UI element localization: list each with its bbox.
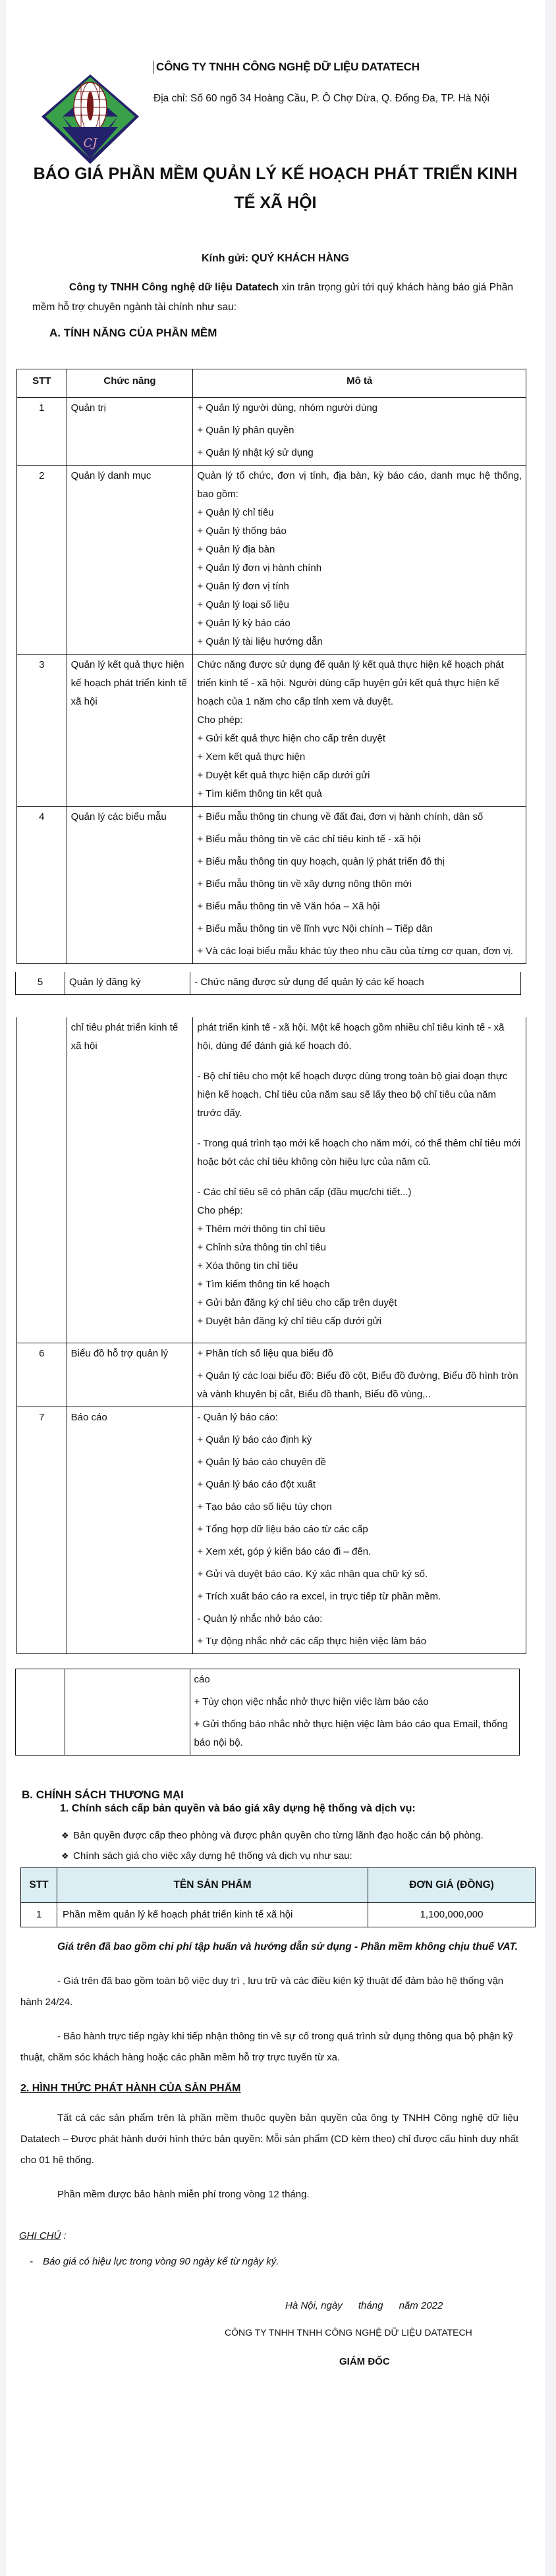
signature-company: CÔNG TY TNHH TNHH CÔNG NGHỆ DỮ LIỆU DATATECH <box>225 2327 472 2338</box>
diamond-bullet-icon: ❖ <box>61 1831 69 1840</box>
desc-line: + Quản lý tài liệu hướng dẫn <box>197 636 323 647</box>
row-function: Quản lý đăng ký <box>65 972 190 995</box>
table-row <box>17 807 526 964</box>
desc-line: + Quản lý phân quyền <box>197 425 294 436</box>
row-description <box>193 1407 526 1654</box>
warranty-paragraph: - Bảo hành trực tiếp ngày khi tiếp nhận thông tin về sự cố trong quá trình sử dụng thông qua bộ phận kỹ thuật, chăm sóc khách hàng hoặc các phần mềm hỗ trợ trực tuyến từ xa. <box>20 2031 513 2063</box>
row-description <box>193 1017 526 1343</box>
desc-line: + Quản lý người dùng, nhóm người dùng <box>197 402 378 414</box>
desc-line: + Quản lý báo cáo đột xuất <box>197 1479 316 1490</box>
desc-line: + Duyệt kết quả thực hiện cấp dưới gửi <box>197 770 370 781</box>
desc-line: + Quản lý loại số liệu <box>197 599 289 610</box>
intro-paragraph <box>32 278 513 317</box>
row-description <box>193 466 526 655</box>
features-table-fragment <box>15 972 521 995</box>
row-description <box>193 398 526 466</box>
svg-text:CJ: CJ <box>83 136 97 150</box>
diamond-bullet-icon: ❖ <box>61 1851 69 1861</box>
desc-line: + Gửi thống báo nhắc nhở thực hiện việc làm báo cáo qua Email, thống báo nội bộ. <box>194 1719 509 1748</box>
desc-line: + Biểu mẫu thông tin về Văn hóa – Xã hội <box>197 901 380 912</box>
table-row <box>17 1407 526 1654</box>
header-function: Chức năng <box>67 369 193 398</box>
header-stt: STT <box>17 369 67 398</box>
desc-line: - Các chỉ tiêu sẽ có phân cấp (đầu mục/chi tiết...) <box>197 1187 412 1198</box>
desc-line: + Biểu mẫu thông tin về các chỉ tiêu kinh tế - xã hội <box>197 834 421 845</box>
desc-line: + Tự động nhắc nhở các cấp thực hiện việc làm báo <box>197 1636 427 1647</box>
intro-company: Công ty TNHH Công nghệ dữ liệu Datatech <box>69 282 279 293</box>
desc-line: + Quản lý thống báo <box>197 525 287 537</box>
desc-line: + Gửi và duyệt báo cáo. Ký xác nhận qua chữ ký số. <box>197 1569 428 1580</box>
header-description: Mô tả <box>193 369 526 398</box>
company-name: CÔNG TY TNHH CÔNG NGHỆ DỮ LIỆU DATATECH <box>153 61 420 74</box>
row-stt: 6 <box>17 1343 67 1407</box>
desc-line: + Chỉnh sửa thông tin chỉ tiêu <box>197 1242 326 1253</box>
document-title: BÁO GIÁ PHẦN MỀM QUẢN LÝ KẾ HOẠCH PHÁT TRIỂN KINH TẾ XÃ HỘI <box>33 165 518 212</box>
date-year: năm 2022 <box>399 2300 443 2311</box>
desc-line: cáo <box>194 1674 210 1685</box>
signature-title: GIÁM ĐỐC <box>339 2356 390 2367</box>
row-function: Biểu đồ hỗ trợ quản lý <box>67 1343 193 1407</box>
desc-line: Chức năng được sử dụng để quản lý kết quả thực hiện kế hoạch phát triển kinh tế - xã hội. Người dùng cấp huyện gửi kết quả thực hiện kế hoạch của 1 năm cho cấp tỉnh xem và duyệt. <box>197 659 504 707</box>
note-item: - Báo giá có hiệu lực trong vòng 90 ngày kể từ ngày ký. <box>30 2256 279 2267</box>
row-stt: 2 <box>17 466 67 655</box>
signature-date <box>6 2300 545 2311</box>
list-item <box>61 1825 525 1846</box>
note-text: Báo giá có hiệu lực trong vòng 90 ngày kể từ ngày ký. <box>43 2256 279 2267</box>
row-function: Quản lý các biểu mẫu <box>67 807 193 964</box>
table-row <box>17 398 526 466</box>
table-row <box>17 1343 526 1407</box>
notes-label <box>19 2230 545 2241</box>
desc-line: + Biểu mẫu thông tin về lĩnh vực Nội chính – Tiếp dân <box>197 923 433 934</box>
date-day: Hà Nội, ngày <box>285 2300 343 2311</box>
policy-bullets <box>61 1825 525 1866</box>
desc-line: + Phân tích số liệu qua biểu đồ <box>197 1348 333 1359</box>
desc-line: Quản lý tổ chức, đơn vị tính, địa bàn, kỳ báo cáo, danh mục hệ thống, bao gồm: <box>197 470 522 500</box>
desc-line: - Trong quá trình tạo mới kế hoạch cho năm mới, có thể thêm chỉ tiêu mới hoặc bớt các chỉ tiêu không còn hiệu lực của năm cũ. <box>197 1138 520 1167</box>
row-description <box>193 1343 526 1407</box>
desc-line: + Quản lý kỳ báo cáo <box>197 618 291 629</box>
notes-label-text: GHI CHÚ <box>19 2230 61 2241</box>
section-a-heading: A. TÍNH NĂNG CỦA PHẦN MỀM <box>49 327 217 339</box>
desc-line: + Biểu mẫu thông tin về xây dựng nông thôn mới <box>197 878 412 890</box>
datatech-logo-icon <box>40 46 140 192</box>
row-stt: 5 <box>16 972 65 995</box>
row-stt-empty <box>17 1017 67 1343</box>
intro-text: xin trân trọng gửi tới quý khách hàng báo giá Phần mềm hỗ trợ chuyên ngành tài chính như sau: <box>32 282 513 313</box>
date-month: tháng <box>358 2300 383 2311</box>
desc-line: + Quản lý các loại biểu đồ: Biểu đồ cột, Biểu đồ đường, Biểu đồ hình tròn và vành khuyên bị cắt, Biểu đồ thanh, Biểu đồ vùng,.. <box>197 1370 518 1400</box>
row-description <box>190 1669 519 1756</box>
desc-line: + Quản lý địa bàn <box>197 544 275 555</box>
desc-line: - Bộ chỉ tiêu cho một kế hoạch được dùng trong toàn bộ giai đoạn thực hiện kế hoạch. Chỉ tiêu của năm sau sẽ lấy theo bộ chỉ tiêu của năm trước đấy. <box>197 1071 508 1119</box>
desc-line: + Tìm kiếm thông tin kế hoạch <box>197 1279 330 1290</box>
row-function: Quản lý danh mục <box>67 466 193 655</box>
desc-line: + Biểu mẫu thông tin quy hoạch, quản lý phát triển đô thị <box>197 856 445 867</box>
release-paragraph: Tất cả các sản phẩm trên là phần mềm thuộc quyền bản quyền của ông ty TNHH Công nghệ dữ liệu Datatech – Được phát hành dưới hình thức bản quyền: Mỗi sản phẩm (CD kèm theo) chỉ được cấu hình duy nhất cho 01 hệ thống. <box>20 2112 518 2166</box>
row-function-empty <box>65 1669 190 1756</box>
desc-line: + Duyệt bản đăng ký chỉ tiêu cấp dưới gửi <box>197 1316 381 1327</box>
desc-line: + Quản lý báo cáo chuyên đề <box>197 1457 326 1468</box>
header-stt: STT <box>21 1868 57 1903</box>
price-note: Giá trên đã bao gồm chi phí tập huấn và hướng dẫn sử dụng - Phần mềm không chịu thuế VAT. <box>57 1941 518 1952</box>
row-stt: 3 <box>17 655 67 807</box>
row-function: chỉ tiêu phát triển kinh tế xã hội <box>67 1017 193 1343</box>
desc-line: + Quản lý báo cáo định kỳ <box>197 1434 312 1445</box>
row-description <box>193 655 526 807</box>
document-page <box>6 0 545 2576</box>
desc-line: + Gửi bản đăng ký chỉ tiêu cho cấp trên duyệt <box>197 1297 397 1308</box>
desc-line: + Tổng hợp dữ liệu báo cáo từ các cấp <box>197 1524 368 1535</box>
free-warranty-paragraph: Phần mềm được bảo hành miễn phí trong vòng 12 tháng. <box>57 2189 310 2200</box>
features-table-continued-2 <box>15 1669 520 1756</box>
desc-line: + Gửi kết quả thực hiện cho cấp trên duyệt <box>197 733 385 744</box>
desc-line: + Xem xét, góp ý kiến báo cáo đi – đến. <box>197 1546 372 1557</box>
maintenance-paragraph: - Giá trên đã bao gồm toàn bộ việc duy trì , lưu trữ và các điều kiện kỹ thuật để đảm bảo hệ thống vận hành 24/24. <box>20 1975 504 2008</box>
release-form-heading: 2. HÌNH THỨC PHÁT HÀNH CỦA SẢN PHẨM <box>20 2083 241 2094</box>
desc-line: + Tùy chọn việc nhắc nhở thực hiện việc làm báo cáo <box>194 1696 429 1707</box>
bullet-text: Bản quyền được cấp theo phòng và được phân quyền cho từng lãnh đạo hoặc cán bộ phòng. <box>73 1830 484 1841</box>
section-b-heading: B. CHÍNH SÁCH THƯƠNG MẠI <box>22 1788 184 1801</box>
table-row <box>17 466 526 655</box>
license-policy-heading: 1. Chính sách cấp bản quyền và báo giá xây dựng hệ thống và dịch vụ: <box>60 1803 416 1814</box>
features-table-continued <box>16 1017 526 1654</box>
row-stt: 4 <box>17 807 67 964</box>
row-stt-empty <box>16 1669 65 1756</box>
desc-line: Cho phép: <box>197 714 243 726</box>
desc-line: + Tạo báo cáo số liệu tùy chọn <box>197 1501 332 1513</box>
price-row-price: 1,100,000,000 <box>368 1903 536 1927</box>
price-row-name: Phần mềm quản lý kế hoạch phát triển kinh tế xã hội <box>57 1903 368 1927</box>
table-row <box>16 972 521 995</box>
row-function: Quản lý kết quả thực hiện kế hoạch phát triển kinh tế xã hội <box>67 655 193 807</box>
desc-line: Cho phép: <box>197 1205 243 1216</box>
row-stt: 1 <box>17 398 67 466</box>
company-address: Địa chỉ: Số 60 ngõ 34 Hoàng Cầu, P. Ô Chợ Dừa, Q. Đống Đa, TP. Hà Nội <box>153 93 489 104</box>
table-row <box>17 655 526 807</box>
desc-line: - Quản lý báo cáo: <box>197 1412 278 1423</box>
row-stt: 7 <box>17 1407 67 1654</box>
header-unit-price: ĐƠN GIÁ (ĐỒNG) <box>368 1868 536 1903</box>
row-description: - Chức năng được sử dụng để quản lý các kế hoạch <box>190 972 521 995</box>
table-row <box>16 1669 520 1756</box>
row-function: Quản trị <box>67 398 193 466</box>
desc-line: + Quản lý đơn vị hành chính <box>197 562 322 574</box>
features-header-row <box>17 369 526 398</box>
features-table <box>16 369 526 964</box>
price-row-stt: 1 <box>21 1903 57 1927</box>
desc-line: + Xem kết quả thực hiện <box>197 751 306 763</box>
table-row <box>21 1903 536 1927</box>
desc-line: + Và các loại biểu mẫu khác tùy theo nhu cầu của từng cơ quan, đơn vị. <box>197 946 513 957</box>
desc-line: phát triển kinh tế - xã hội. Một kế hoạch gồm nhiều chỉ tiêu kinh tế - xã hội, dùng để đánh giá kế hoạch đó. <box>197 1022 505 1052</box>
desc-line: + Quản lý đơn vị tính <box>197 581 289 592</box>
desc-line: + Quản lý nhật ký sử dụng <box>197 447 314 458</box>
notes-label-suffix: : <box>61 2230 67 2241</box>
letterhead <box>6 0 545 151</box>
table-row <box>17 1017 526 1343</box>
desc-line: + Biểu mẫu thông tin chung về đất đai, đơn vị hành chính, dân số <box>197 811 484 822</box>
desc-line: + Trích xuất báo cáo ra excel, in trực tiếp từ phần mềm. <box>197 1591 441 1602</box>
greeting: Kính gửi: QUÝ KHÁCH HÀNG <box>201 253 349 264</box>
row-description <box>193 807 526 964</box>
price-header-row <box>21 1868 536 1903</box>
header-product-name: TÊN SẢN PHẨM <box>57 1868 368 1903</box>
list-item <box>61 1846 525 1866</box>
desc-line: + Tìm kiếm thông tin kết quả <box>197 788 322 799</box>
desc-line: + Xóa thông tin chỉ tiêu <box>197 1260 298 1272</box>
desc-line: + Thêm mới thông tin chỉ tiêu <box>197 1223 325 1235</box>
price-table <box>20 1867 536 1927</box>
bullet-text: Chính sách giá cho việc xây dựng hệ thống và dịch vụ như sau: <box>73 1850 352 1862</box>
row-function: Báo cáo <box>67 1407 193 1654</box>
desc-line: + Quản lý chỉ tiêu <box>197 507 274 518</box>
desc-line: - Quản lý nhắc nhở báo cáo: <box>197 1613 323 1624</box>
